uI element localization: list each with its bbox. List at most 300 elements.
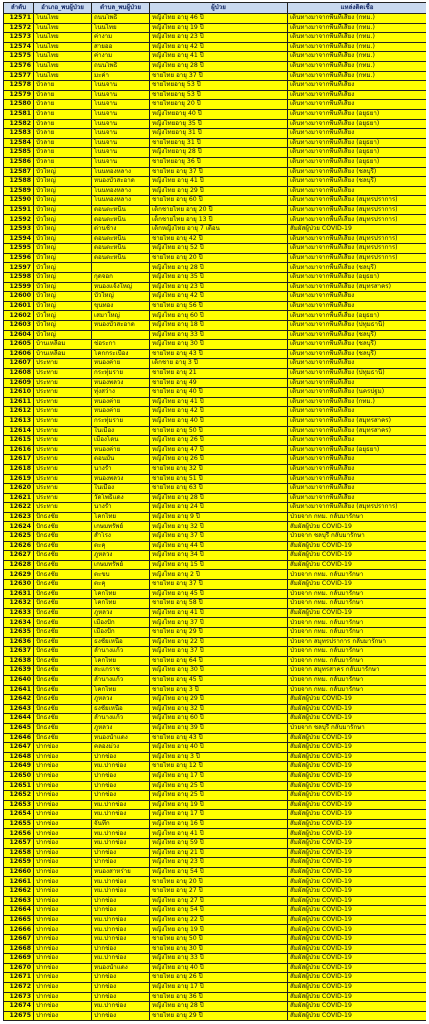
cell-patient: ชายไทย อายุ 36 ปี bbox=[150, 992, 288, 1002]
cell-infection-source: สัมผัสผู้ป่วย COVID-19 bbox=[288, 762, 427, 772]
cell-patient: หญิงไทย อายุ 37 ปี bbox=[150, 647, 288, 657]
cell-case-number: 12660 bbox=[4, 867, 34, 877]
cell-infection-source: เดินทางมาจากพื้นที่เสี่ยง (สมุทรปราการ) bbox=[288, 244, 427, 254]
cell-case-number: 12593 bbox=[4, 225, 34, 235]
cell-district: ปักธงชัย bbox=[34, 522, 92, 532]
cell-district: โนนไทย bbox=[34, 52, 92, 62]
cell-case-number: 12641 bbox=[4, 685, 34, 695]
cell-subdistrict: เสมาใหญ่ bbox=[92, 311, 150, 321]
cell-subdistrict: ทม.ปากช่อง bbox=[92, 877, 150, 887]
cell-case-number: 12624 bbox=[4, 522, 34, 532]
cell-case-number: 12646 bbox=[4, 733, 34, 743]
cell-district: ประทาย bbox=[34, 503, 92, 513]
table-row bbox=[4, 675, 427, 685]
cell-district: ปากช่อง bbox=[34, 992, 92, 1002]
cell-patient: หญิงไทย อายุ 32 ปี bbox=[150, 704, 288, 714]
cell-patient: หญิงไทย อายุ 34 ปี bbox=[150, 551, 288, 561]
cell-case-number: 12594 bbox=[4, 234, 34, 244]
cell-district: บัวลาย bbox=[34, 100, 92, 110]
cell-patient: หญิงไทย อายุ 37 ปี bbox=[150, 618, 288, 628]
cell-patient: หญิงไทย อายุ 26 ปี bbox=[150, 455, 288, 465]
cell-subdistrict: เกษมทรัพย์ bbox=[92, 560, 150, 570]
cell-infection-source: เดินทางมาจากพื้นที่เสี่ยง bbox=[288, 359, 427, 369]
cell-case-number: 12666 bbox=[4, 925, 34, 935]
cell-patient: ชายไทย อายุ 12 ปี bbox=[150, 762, 288, 772]
cell-patient: หญิงไทย อายุ 18 ปี bbox=[150, 321, 288, 331]
cell-patient: หญิงไทย อายุ 19 ปี bbox=[150, 800, 288, 810]
table-row bbox=[4, 800, 427, 810]
cell-patient: ชายไทย อายุ 43 ปี bbox=[150, 733, 288, 743]
cell-district: บัวใหญ่ bbox=[34, 244, 92, 254]
table-row bbox=[4, 263, 427, 273]
cell-infection-source: เดินทางมาจากพื้นที่เสี่ยง (สมุทรสาคร) bbox=[288, 426, 427, 436]
cell-case-number: 12603 bbox=[4, 321, 34, 331]
cell-district: บัวใหญ่ bbox=[34, 205, 92, 215]
cell-case-number: 12613 bbox=[4, 416, 34, 426]
cell-case-number: 12671 bbox=[4, 973, 34, 983]
cell-patient: หญิงไทย อายุ 41 ปี bbox=[150, 829, 288, 839]
cell-patient: ชายไทย อายุ 3 ปี bbox=[150, 685, 288, 695]
cell-subdistrict bbox=[92, 330, 150, 340]
table-row bbox=[4, 474, 427, 484]
cell-district: ประทาย bbox=[34, 484, 92, 494]
cell-patient: ชายไทย อายุ 21 bbox=[150, 368, 288, 378]
cell-district: ปักธงชัย bbox=[34, 541, 92, 551]
cell-patient: ชายไทยอายุ 53 ปี bbox=[150, 90, 288, 100]
cell-subdistrict: ปากช่อง bbox=[92, 944, 150, 954]
cell-case-number: 12575 bbox=[4, 52, 34, 62]
cell-case-number: 12653 bbox=[4, 800, 34, 810]
cell-infection-source: เดินทางมาจากพื้นที่เสี่ยง bbox=[288, 301, 427, 311]
cell-subdistrict: หนองค่าย bbox=[92, 445, 150, 455]
cell-patient: ชายไทย อายุ 50 ปี bbox=[150, 935, 288, 945]
cell-case-number: 12640 bbox=[4, 675, 34, 685]
cell-subdistrict: ลำนางแก้ว bbox=[92, 647, 150, 657]
cell-infection-source: เดินทางมาจากพื้นที่เสี่ยง bbox=[288, 436, 427, 446]
cell-district: โนนไทย bbox=[34, 14, 92, 24]
cell-infection-source: สัมผัสผู้ป่วย COVID-19 bbox=[288, 791, 427, 801]
cell-infection-source: สัมผัสผู้ป่วย COVID-19 bbox=[288, 848, 427, 858]
table-row bbox=[4, 215, 427, 225]
cell-case-number: 12604 bbox=[4, 330, 34, 340]
cell-patient: หญิงไทยอายุ 35 ปี bbox=[150, 119, 288, 129]
cell-patient: หญิงไทย อายุ 28 ปี bbox=[150, 1002, 288, 1012]
cell-district: ปากช่อง bbox=[34, 887, 92, 897]
cell-case-number: 12607 bbox=[4, 359, 34, 369]
cell-district: ปากช่อง bbox=[34, 896, 92, 906]
cell-subdistrict: ปากช่อง bbox=[92, 858, 150, 868]
cell-patient: ชายไทย อายุ 42 ปี bbox=[150, 234, 288, 244]
cell-patient: หญิงไทย อายุ 40 ปี bbox=[150, 743, 288, 753]
table-row bbox=[4, 829, 427, 839]
cell-infection-source: เดินทางมาจากพื้นที่เสี่ยง (อยุธยา) bbox=[288, 311, 427, 321]
cell-infection-source: เดินทางมาจากพื้นที่เสี่ยง bbox=[288, 407, 427, 417]
cell-infection-source: เดินทางมาจากพื้นที่เสี่ยง (ชลบุรี) bbox=[288, 177, 427, 187]
cell-patient: หญิงไทย อายุ 24 ปี bbox=[150, 503, 288, 513]
cell-case-number: 12657 bbox=[4, 839, 34, 849]
cell-patient: ชายไทย อายุ 32 ปี bbox=[150, 464, 288, 474]
cell-infection-source: สัมผัสผู้ป่วย COVID-19 bbox=[288, 867, 427, 877]
cell-district: ปักธงชัย bbox=[34, 589, 92, 599]
cell-infection-source: สัมผัสผู้ป่วย COVID-19 bbox=[288, 733, 427, 743]
cell-patient: ชายไทยอายุ 36 ปี bbox=[150, 157, 288, 167]
cell-district: ปักธงชัย bbox=[34, 551, 92, 561]
cell-district: บัวลาย bbox=[34, 119, 92, 129]
cell-case-number: 12637 bbox=[4, 647, 34, 657]
table-row bbox=[4, 599, 427, 609]
cell-case-number: 12577 bbox=[4, 71, 34, 81]
cell-infection-source: สัมผัสผู้ป่วย COVID-19 bbox=[288, 963, 427, 973]
cell-subdistrict: ทุ่งสว่าง bbox=[92, 388, 150, 398]
cell-patient: เด็กชายไทย อายุ 13 ปี bbox=[150, 215, 288, 225]
cell-subdistrict: โนนจาน bbox=[92, 81, 150, 91]
table-row bbox=[4, 321, 427, 331]
cell-infection-source: สัมผัสผู้ป่วย COVID-19 bbox=[288, 839, 427, 849]
cell-subdistrict: โนนไทย bbox=[92, 23, 150, 33]
cell-district: บัวใหญ่ bbox=[34, 253, 92, 263]
cell-patient: หญิงไทย อายุ 22 ปี bbox=[150, 915, 288, 925]
table-row bbox=[4, 570, 427, 580]
cell-patient: หญิงไทย อายุ 29 ปี bbox=[150, 695, 288, 705]
cell-case-number: 12600 bbox=[4, 292, 34, 302]
table-row bbox=[4, 42, 427, 52]
table-row bbox=[4, 109, 427, 119]
cell-subdistrict: โคกไทย bbox=[92, 512, 150, 522]
cell-case-number: 12625 bbox=[4, 532, 34, 542]
cell-subdistrict: ถนนโพธิ์ bbox=[92, 61, 150, 71]
cell-patient: หญิงไทย อายุ 25 ปี bbox=[150, 781, 288, 791]
cell-patient: หญิงไทย อายุ 22 ปี bbox=[150, 637, 288, 647]
cell-infection-source: เดินทางมาจากพื้นที่เสี่ยง (อยุธยา) bbox=[288, 119, 427, 129]
table-row bbox=[4, 647, 427, 657]
cell-patient: หญิงไทย อายุ 60 ปี bbox=[150, 311, 288, 321]
table-row bbox=[4, 810, 427, 820]
table-row bbox=[4, 484, 427, 494]
cell-infection-source: ป่วยจาก สมุทรสาคร กลับมารักษา bbox=[288, 666, 427, 676]
cell-district: ปากช่อง bbox=[34, 867, 92, 877]
cell-patient: หญิงไทย อายุ 19 ปี bbox=[150, 925, 288, 935]
cell-infection-source: เดินทางมาจากพื้นที่เสี่ยง bbox=[288, 474, 427, 484]
cell-case-number: 12634 bbox=[4, 618, 34, 628]
cell-district: ปักธงชัย bbox=[34, 733, 92, 743]
cell-infection-source: สัมผัสผู้ป่วย COVID-19 bbox=[288, 704, 427, 714]
table-row bbox=[4, 589, 427, 599]
cell-subdistrict: ในเมือง bbox=[92, 426, 150, 436]
cell-district: ประทาย bbox=[34, 436, 92, 446]
cell-patient: หญิงไทยอายุ 28 ปี bbox=[150, 148, 288, 158]
cell-subdistrict: โคกไทย bbox=[92, 656, 150, 666]
cell-case-number: 12592 bbox=[4, 215, 34, 225]
cell-subdistrict: เกษมทรัพย์ bbox=[92, 522, 150, 532]
cell-infection-source: เดินทางมาจากพื้นที่เสี่ยง (ชลบุรี) bbox=[288, 340, 427, 350]
cell-district: ปักธงชัย bbox=[34, 723, 92, 733]
cell-infection-source: สัมผัสผู้ป่วย COVID-19 bbox=[288, 896, 427, 906]
cell-district: ปักธงชัย bbox=[34, 637, 92, 647]
table-row bbox=[4, 839, 427, 849]
cell-infection-source: สัมผัสผู้ป่วย COVID-19 bbox=[288, 954, 427, 964]
cell-subdistrict: คลองม่วง bbox=[92, 743, 150, 753]
cell-case-number: 12675 bbox=[4, 1011, 34, 1021]
cell-district: ประทาย bbox=[34, 426, 92, 436]
cell-infection-source: เดินทางมาจากพื้นที่เสี่ยง (ปทุมธานี) bbox=[288, 321, 427, 331]
header-subdistrict: ตำบล_พบผู้ป่วย bbox=[92, 3, 150, 14]
cell-infection-source: เดินทางมาจากพื้นที่เสี่ยง bbox=[288, 378, 427, 388]
cell-infection-source: เดินทางมาจากพื้นที่เสี่ยง (สมุทรปราการ) bbox=[288, 503, 427, 513]
cell-case-number: 12595 bbox=[4, 244, 34, 254]
cell-subdistrict: โคกกระเบื้อง bbox=[92, 349, 150, 359]
table-row bbox=[4, 704, 427, 714]
table-row bbox=[4, 982, 427, 992]
cell-case-number: 12630 bbox=[4, 580, 34, 590]
cell-patient: หญิงไทย อายุ 21 ปี bbox=[150, 848, 288, 858]
table-row bbox=[4, 628, 427, 638]
cell-district: บัวใหญ่ bbox=[34, 282, 92, 292]
cell-district: บัวใหญ่ bbox=[34, 215, 92, 225]
cell-subdistrict: ทม.ปากช่อง bbox=[92, 810, 150, 820]
cell-subdistrict: หนองบัวสะอาด bbox=[92, 177, 150, 187]
cell-district: บัวใหญ่ bbox=[34, 234, 92, 244]
table-row bbox=[4, 359, 427, 369]
cell-subdistrict: ตะคุ bbox=[92, 541, 150, 551]
cell-case-number: 12622 bbox=[4, 503, 34, 513]
cell-patient: หญิงไทย อายุ 23 ปี bbox=[150, 33, 288, 43]
cell-patient: ชายไทยอายุ 20 ปี bbox=[150, 100, 288, 110]
cell-infection-source: เดินทางมาจากพื้นที่เสี่ยง (อยุธยา) bbox=[288, 157, 427, 167]
table-row bbox=[4, 532, 427, 542]
cell-patient: หญิงไทย อายุ 30 ปี bbox=[150, 340, 288, 350]
table-row bbox=[4, 225, 427, 235]
cell-case-number: 12648 bbox=[4, 752, 34, 762]
cell-patient: หญิงไทย อายุ 42 ปี bbox=[150, 42, 288, 52]
cell-infection-source: สัมผัสผู้ป่วย COVID-19 bbox=[288, 915, 427, 925]
cell-district: ปากช่อง bbox=[34, 848, 92, 858]
cell-patient: หญิงไทย อายุ 17 ปี bbox=[150, 771, 288, 781]
cell-district: บัวใหญ่ bbox=[34, 321, 92, 331]
cell-case-number: 12579 bbox=[4, 90, 34, 100]
table-row bbox=[4, 292, 427, 302]
cell-patient: หญิงไทยอายุ 40 ปี bbox=[150, 109, 288, 119]
table-row bbox=[4, 522, 427, 532]
cell-infection-source: สัมผัสผู้ป่วย COVID-19 bbox=[288, 541, 427, 551]
table-row bbox=[4, 205, 427, 215]
cell-infection-source: สัมผัสผู้ป่วย COVID-19 bbox=[288, 992, 427, 1002]
table-row bbox=[4, 397, 427, 407]
cell-subdistrict: ลำนางแก้ว bbox=[92, 714, 150, 724]
cell-patient: ชายไทย อายุ 26 ปี bbox=[150, 973, 288, 983]
cell-patient: หญิงไทย อายุ 41 ปี bbox=[150, 52, 288, 62]
cell-subdistrict: โนนจาน bbox=[92, 138, 150, 148]
cell-subdistrict: ปากช่อง bbox=[92, 781, 150, 791]
cell-district: ปากช่อง bbox=[34, 944, 92, 954]
header-row bbox=[4, 3, 427, 14]
cell-case-number: 12580 bbox=[4, 100, 34, 110]
table-row bbox=[4, 186, 427, 196]
cell-infection-source: เดินทางมาจากพื้นที่เสี่ยง (กทม.) bbox=[288, 71, 427, 81]
table-row bbox=[4, 848, 427, 858]
cell-patient: หญิงไทย อายุ 23 ปี bbox=[150, 858, 288, 868]
cell-district: ปากช่อง bbox=[34, 954, 92, 964]
cell-subdistrict: หนองค่าย bbox=[92, 397, 150, 407]
cell-district: ประทาย bbox=[34, 407, 92, 417]
table-row bbox=[4, 71, 427, 81]
cell-subdistrict: ทม.ปากช่อง bbox=[92, 925, 150, 935]
cell-patient: ชายไทย อายุ 20 ปี bbox=[150, 877, 288, 887]
table-row bbox=[4, 177, 427, 187]
cell-case-number: 12645 bbox=[4, 723, 34, 733]
cell-case-number: 12669 bbox=[4, 954, 34, 964]
cell-case-number: 12587 bbox=[4, 167, 34, 177]
cell-district: บ้านเหลื่อม bbox=[34, 349, 92, 359]
cell-subdistrict: ถนนโพธิ์ bbox=[92, 14, 150, 24]
cell-subdistrict: หนองบัวสะอาด bbox=[92, 321, 150, 331]
cell-district: บ้านเหลื่อม bbox=[34, 340, 92, 350]
table-row bbox=[4, 129, 427, 139]
cell-case-number: 12583 bbox=[4, 129, 34, 139]
cell-subdistrict: ทม.ปากช่อง bbox=[92, 915, 150, 925]
cell-district: ปากช่อง bbox=[34, 925, 92, 935]
table-row bbox=[4, 61, 427, 71]
cell-case-number: 12599 bbox=[4, 282, 34, 292]
cell-district: บัวใหญ่ bbox=[34, 225, 92, 235]
cell-infection-source: เดินทางมาจากพื้นที่เสี่ยง (อยุธยา) bbox=[288, 445, 427, 455]
cell-case-number: 12652 bbox=[4, 791, 34, 801]
cell-subdistrict bbox=[92, 263, 150, 273]
cell-patient: หญิงไทย อายุ 47 ปี bbox=[150, 445, 288, 455]
cell-district: ปักธงชัย bbox=[34, 580, 92, 590]
cell-infection-source: ป่วยจาก กทม. กลับมารักษา bbox=[288, 618, 427, 628]
cell-case-number: 12609 bbox=[4, 378, 34, 388]
table-row bbox=[4, 781, 427, 791]
cell-infection-source: เดินทางมาจากพื้นที่เสี่ยง (สมุทรปราการ) bbox=[288, 196, 427, 206]
cell-case-number: 12586 bbox=[4, 157, 34, 167]
cell-case-number: 12623 bbox=[4, 512, 34, 522]
cell-patient: หญิงไทย อายุ 27 ปี bbox=[150, 896, 288, 906]
table-row bbox=[4, 637, 427, 647]
cell-district: ปากช่อง bbox=[34, 771, 92, 781]
cell-subdistrict: จันทึก bbox=[92, 819, 150, 829]
cell-subdistrict: ค่างาม bbox=[92, 33, 150, 43]
cell-patient: หญิงไทย อายุ 42 ปี bbox=[150, 407, 288, 417]
cell-subdistrict: โนนจาน bbox=[92, 109, 150, 119]
cell-subdistrict: หนองพลวง bbox=[92, 474, 150, 484]
table-row bbox=[4, 973, 427, 983]
table-row bbox=[4, 858, 427, 868]
cell-district: ปากช่อง bbox=[34, 743, 92, 753]
cell-subdistrict: โนนทองหลาง bbox=[92, 167, 150, 177]
cell-subdistrict: ปากช่อง bbox=[92, 906, 150, 916]
table-row bbox=[4, 340, 427, 350]
cell-subdistrict: มะค่า bbox=[92, 71, 150, 81]
table-row bbox=[4, 541, 427, 551]
cell-case-number: 12597 bbox=[4, 263, 34, 273]
cell-case-number: 12610 bbox=[4, 388, 34, 398]
cell-patient: ชายไทย อายุ 37 ปี bbox=[150, 167, 288, 177]
cell-subdistrict: ปากช่อง bbox=[92, 973, 150, 983]
cell-infection-source: เดินทางมาจากพื้นที่เสี่ยง bbox=[288, 129, 427, 139]
table-row bbox=[4, 253, 427, 263]
table-row bbox=[4, 915, 427, 925]
table-row bbox=[4, 167, 427, 177]
cell-subdistrict: โนนจาน bbox=[92, 148, 150, 158]
cell-infection-source: สัมผัสผู้ป่วย COVID-19 bbox=[288, 522, 427, 532]
cell-subdistrict: ทม.ปากช่อง bbox=[92, 954, 150, 964]
cell-case-number: 12596 bbox=[4, 253, 34, 263]
cell-subdistrict: นางรำ bbox=[92, 503, 150, 513]
cell-patient: หญิงไทย อายุ 54 ปี bbox=[150, 867, 288, 877]
cell-case-number: 12656 bbox=[4, 829, 34, 839]
cell-infection-source: ป่วยจาก กทม. กลับมารักษา bbox=[288, 599, 427, 609]
cell-district: บัวใหญ่ bbox=[34, 311, 92, 321]
cell-subdistrict: ช่อระกา bbox=[92, 340, 150, 350]
cell-subdistrict: ตะขบ bbox=[92, 570, 150, 580]
cell-district: บัวใหญ่ bbox=[34, 167, 92, 177]
cell-case-number: 12585 bbox=[4, 148, 34, 158]
cell-case-number: 12627 bbox=[4, 551, 34, 561]
cell-infection-source: เดินทางมาจากพื้นที่เสี่ยง bbox=[288, 292, 427, 302]
table-row bbox=[4, 512, 427, 522]
cell-subdistrict: วัดโพธิ์แดง bbox=[92, 493, 150, 503]
cell-district: ปากช่อง bbox=[34, 877, 92, 887]
cell-patient: หญิงไทย อายุ 46 ปี bbox=[150, 14, 288, 24]
table-row bbox=[4, 733, 427, 743]
cell-district: ปากช่อง bbox=[34, 819, 92, 829]
cell-infection-source: สัมผัสผู้ป่วย COVID-19 bbox=[288, 695, 427, 705]
cell-infection-source: สัมผัสผู้ป่วย COVID-19 bbox=[288, 800, 427, 810]
cell-subdistrict: เมืองปัก bbox=[92, 628, 150, 638]
cell-infection-source: เดินทางมาจากพื้นที่เสี่ยง (กทม.) bbox=[288, 397, 427, 407]
table-row bbox=[4, 14, 427, 24]
cell-district: ปักธงชัย bbox=[34, 714, 92, 724]
cell-district: ปักธงชัย bbox=[34, 685, 92, 695]
cell-patient: เด็กชายไทย อายุ 20 ปี bbox=[150, 205, 288, 215]
cell-district: ปากช่อง bbox=[34, 906, 92, 916]
cell-subdistrict: โนนจาน bbox=[92, 100, 150, 110]
cell-district: ปากช่อง bbox=[34, 973, 92, 983]
cell-case-number: 12650 bbox=[4, 771, 34, 781]
cell-patient: ชายไทย อายุ 50 ปี bbox=[150, 426, 288, 436]
cell-patient: หญิงไทย อายุ 28 ปี bbox=[150, 493, 288, 503]
cell-infection-source: เดินทางมาจากพื้นที่เสี่ยง (อยุธยา) bbox=[288, 138, 427, 148]
table-row bbox=[4, 119, 427, 129]
cell-district: โนนไทย bbox=[34, 71, 92, 81]
cell-infection-source: สัมผัสผู้ป่วย COVID-19 bbox=[288, 551, 427, 561]
table-row bbox=[4, 867, 427, 877]
cell-case-number: 12615 bbox=[4, 436, 34, 446]
cell-district: ปักธงชัย bbox=[34, 675, 92, 685]
table-row bbox=[4, 23, 427, 33]
table-header bbox=[4, 3, 427, 14]
cell-subdistrict: ดอนตะหนิน bbox=[92, 234, 150, 244]
cell-infection-source: ป่วยจาก กทม. กลับมารักษา bbox=[288, 656, 427, 666]
cell-infection-source: สัมผัสผู้ป่วย COVID-19 bbox=[288, 580, 427, 590]
table-row bbox=[4, 992, 427, 1002]
cell-district: ประทาย bbox=[34, 493, 92, 503]
table-body bbox=[4, 14, 427, 1021]
cell-district: ปักธงชัย bbox=[34, 570, 92, 580]
cell-infection-source: ป่วยจาก กทม. กลับมารักษา bbox=[288, 675, 427, 685]
cell-district: ปากช่อง bbox=[34, 982, 92, 992]
cell-subdistrict: กุดจอก bbox=[92, 273, 150, 283]
cell-district: ปากช่อง bbox=[34, 781, 92, 791]
cell-subdistrict: ปากช่อง bbox=[92, 982, 150, 992]
table-row bbox=[4, 157, 427, 167]
cell-infection-source: ป่วยจาก ชลบุรี กลับมารักษา bbox=[288, 532, 427, 542]
cell-district: บัวใหญ่ bbox=[34, 273, 92, 283]
cell-patient: ชายไทย อายุ 49 bbox=[150, 378, 288, 388]
cell-case-number: 12635 bbox=[4, 628, 34, 638]
cell-infection-source: สัมผัสผู้ป่วย COVID-19 bbox=[288, 982, 427, 992]
cell-case-number: 12618 bbox=[4, 464, 34, 474]
